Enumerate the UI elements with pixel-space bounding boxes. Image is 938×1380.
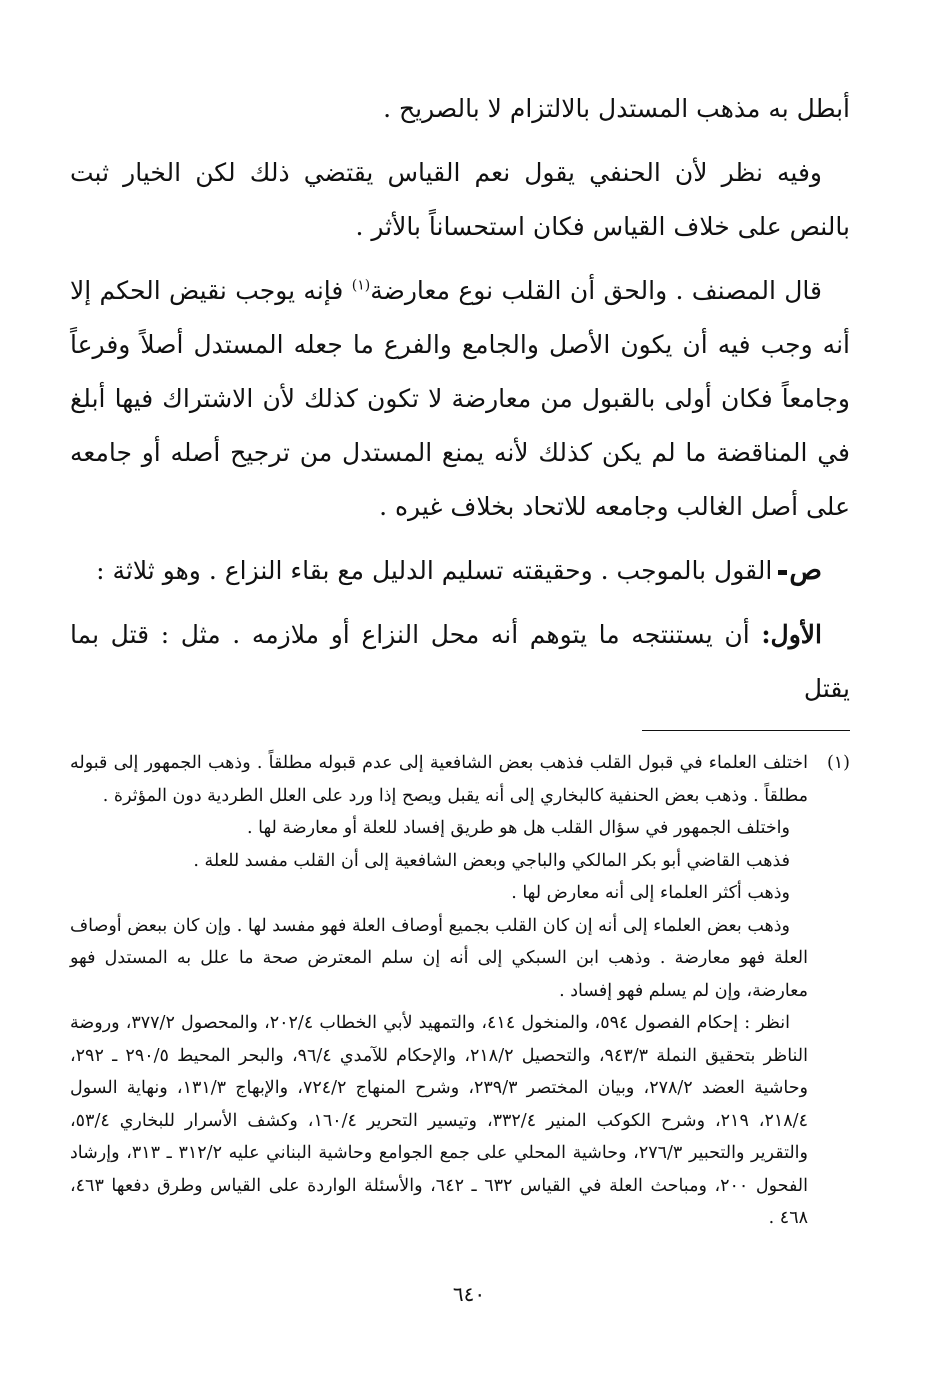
paragraph-3-rest: فإنه يوجب نقيض الحكم إلا أنه وجب فيه أن يكون الأصل والجامع والفرع ما جعله المستدل أصلاً وفرعاً وجامعاً فكان أولى بالقبول من معارضة لا تكون كذلك لأن الاشتراك فيها أبلغ في المناقضة ما لم يكن كذلك لأنه يمنع المستدل من ترجيح أصله أو جامعه على أصل الغالب وجامعه للاتحاد بخلاف غيره .: [70, 276, 850, 521]
footnote-6: انظر : إحكام الفصول ٥٩٤، والمنخول ٤١٤، والتمهيد لأبي الخطاب ٢٠٢/٤، والمحصول ٣٧٧/٢، وروضة الناظر بتحقيق النملة ٩٤٣/٣، والتحصيل ٢١٨/٢، والإحكام للآمدي ٩٦/٤، والبحر المحيط ٢٩٠/٥ ـ ٢٩٢، وحاشية العضد ٢٧٨/٢، وبيان المختصر ٢٣٩/٣، وشرح المنهاج ٧٢٤/٢، والإبهاج ١٣١/٣، ونهاية السول ٢١٨/٤، ٢١٩، وشرح الكوكب المنير ٣٣٢/٤، وتيسير التحرير ١٦٠/٤، وكشف الأسرار للبخاري ٥٣/٤، والتقرير والتحبير ٢٧٦/٣، وحاشية المحلي على جمع الجوامع وحاشية البناني عليه ٣١٢/٢ ـ ٣١٣، وإرشاد الفحول ٢٠٠، ومباحث العلة في القياس ٦٣٢ ـ ٦٤٢، والأسئلة الواردة على القياس وطرق دفعها ٤٦٣، ٤٦٨ .: [70, 1013, 808, 1228]
paragraph-4: [70, 544, 850, 598]
footnote-number: (١): [826, 753, 850, 773]
marker-dash: [778, 570, 787, 575]
footnote-5: وذهب بعض العلماء إلى أنه إن كان القلب بجميع أوصاف العلة فهو مفسد لها . وإن كان ببعض أوصاف العلة فهو معارضة . وذهب ابن السبكي إلى أنه إن سلم المعترض صحة ما علل به المستدل فهو معارضة، وإن لم يسلم فهو إفساد .: [70, 915, 808, 1001]
main-text: [70, 82, 850, 716]
footnote-4: وذهب أكثر العلماء إلى أنه معارض لها .: [511, 883, 790, 903]
footnote-separator: [642, 730, 850, 731]
page-number: ٦٤٠: [452, 1282, 486, 1306]
paragraph-5-text: أن يستنتجه ما يتوهم أنه محل النزاع أو ملازمه . مثل : قتل بما يقتل: [70, 620, 850, 703]
paragraph-3: [70, 264, 850, 534]
footnote-3: فذهب القاضي أبو بكر المالكي والباجي وبعض الشافعية إلى أن القلب مفسد للعلة .: [193, 850, 790, 871]
paragraph-3-start: قال المصنف . والحق أن القلب نوع معارضة: [370, 276, 822, 305]
footnotes: [70, 747, 850, 1235]
paragraph-4-text: القول بالموجب . وحقيقته تسليم الدليل مع بقاء النزاع . وهو ثلاثة :: [96, 556, 773, 585]
paragraph-2: وفيه نظر لأن الحنفي يقول نعم القياس يقتضي ذلك لكن الخيار ثبت بالنص على خلاف القياس فكان استحساناً بالأثر .: [70, 158, 850, 241]
paragraph-5: [70, 608, 850, 716]
footnote-1: [70, 747, 850, 812]
first-point-label: الأول:: [761, 620, 822, 649]
section-marker: ص: [789, 555, 822, 586]
footnote-2: واختلف الجمهور في سؤال القلب هل هو طريق إفساد للعلة أو معارضة لها .: [246, 818, 790, 838]
footnote-1-text: اختلف العلماء في قبول القلب فذهب بعض الشافعية إلى عدم قبوله مطلقاً . وذهب الجمهور إلى قبوله مطلقاً . وذهب بعض الحنفية كالبخاري إلى أنه يقبل ويصح إذا ورد على العلل الطردية دون المؤثرة .: [70, 753, 808, 806]
paragraph-1: أبطل به مذهب المستدل بالالتزام لا بالصريح .: [383, 94, 850, 123]
footnote-reference[interactable]: (١): [351, 277, 371, 294]
